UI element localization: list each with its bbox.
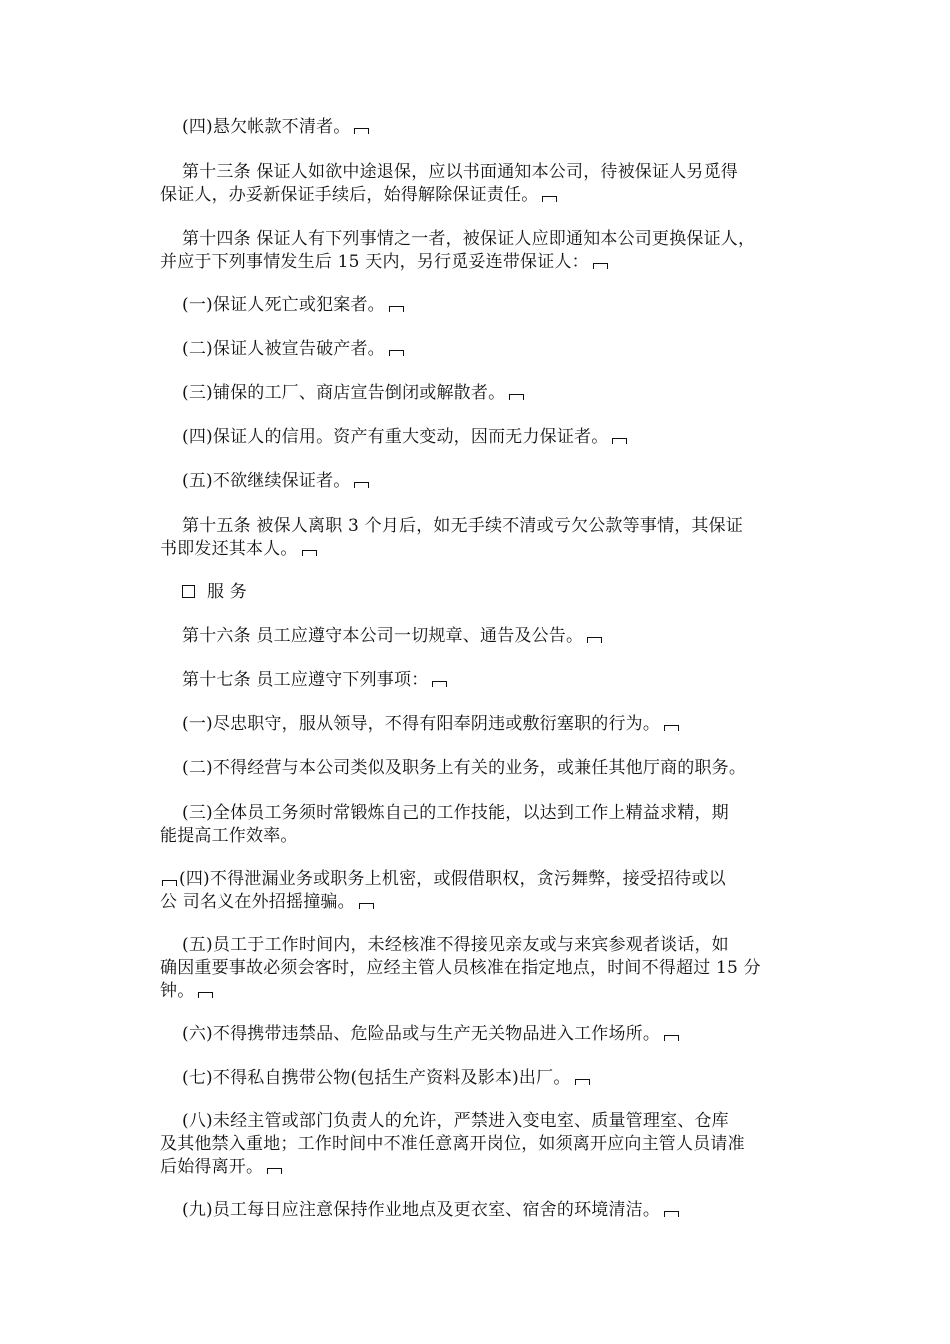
paragraph-duty-2 [182, 757, 822, 780]
return-mark-icon [593, 263, 608, 269]
paragraph-text: (七)不得私自携带公物(包括生产资料及影本)出厂。 [182, 1068, 571, 1088]
paragraph-text: (三)铺保的工厂、商店宣告倒闭或解散者。 [182, 383, 506, 403]
return-mark-icon [664, 725, 679, 731]
return-mark-icon [359, 903, 374, 909]
paragraph-text: (四)悬欠帐款不清者。 [182, 117, 351, 137]
paragraph-duty-3 [160, 802, 822, 848]
paragraph-article-15 [160, 515, 822, 561]
return-mark-icon [664, 1035, 679, 1041]
paragraph-text: 第十四条 保证人有下列事情之一者，被保证人应即通知本公司更换保证人， [182, 229, 756, 249]
section-heading-text: 服 务 [207, 582, 248, 602]
paragraph-text-cont: 及其他禁入重地；工作时间中不准任意离开岗位，如须离开应向主管人员请准 [160, 1134, 745, 1154]
paragraph-text: (一)保证人死亡或犯案者。 [182, 295, 385, 315]
paragraph-article-17 [182, 669, 822, 692]
paragraph-text-cont: 书即发还其本人。 [160, 539, 298, 559]
paragraph-text-cont: 钟。 [160, 981, 195, 1001]
return-mark-icon [354, 482, 369, 488]
paragraph-text: (三)全体员工务须时常锻炼自己的工作技能，以达到工作上精益求精，期 [182, 803, 729, 823]
paragraph-text-cont: 保证人，办妥新保证手续后，始得解除保证责任。 [160, 185, 539, 205]
paragraph-text: (二)保证人被宣告破产者。 [182, 339, 385, 359]
paragraph-text-cont: 后始得离开。 [160, 1157, 264, 1177]
return-mark-icon [575, 1079, 590, 1085]
return-mark-icon [432, 681, 447, 687]
paragraph-text: (四)不得泄漏业务或职务上机密，或假借职权，贪污舞弊，接受招待或以 [179, 869, 726, 889]
paragraph-text: (五)不欲继续保证者。 [182, 471, 351, 491]
paragraph-text: 第十七条 员工应遵守下列事项： [182, 670, 429, 690]
paragraph-article-14 [160, 228, 822, 274]
section-heading-service [182, 581, 822, 604]
paragraph-text-cont: 能提高工作效率。 [160, 826, 298, 846]
return-mark-icon [509, 394, 524, 400]
paragraph-item-4-arrears [182, 116, 822, 139]
return-mark-icon [198, 992, 213, 998]
paragraph-text: (二)不得经营与本公司类似及职务上有关的业务，或兼任其他厅商的职务。 [182, 758, 747, 778]
paragraph-item-3-shop [182, 382, 822, 405]
paragraph-text: (四)保证人的信用。资产有重大变动，因而无力保证者。 [182, 427, 609, 447]
paragraph-article-16 [182, 625, 822, 648]
return-mark-icon [162, 880, 177, 886]
paragraph-text-cont: 公 司名义在外招摇撞骗。 [160, 892, 355, 912]
return-mark-icon [302, 550, 317, 556]
return-mark-icon [389, 306, 404, 312]
paragraph-text: (六)不得携带违禁品、危险品或与生产无关物品进入工作场所。 [182, 1024, 661, 1044]
paragraph-text-cont: 确因重要事故必须会客时，应经主管人员核准在指定地点，时间不得超过 15 分 [160, 958, 761, 978]
paragraph-duty-8 [160, 1110, 822, 1179]
paragraph-text: (九)员工每日应注意保持作业地点及更衣室、宿舍的环境清洁。 [182, 1200, 661, 1220]
return-mark-icon [587, 637, 602, 643]
paragraph-text: 第十三条 保证人如欲中途退保，应以书面通知本公司，待被保证人另觅得 [182, 162, 739, 182]
paragraph-text: 第十五条 被保人离职 3 个月后，如无手续不清或亏欠公款等事情，其保证 [182, 516, 744, 536]
return-mark-icon [542, 196, 557, 202]
return-mark-icon [612, 438, 627, 444]
paragraph-item-2-bankrupt [182, 338, 822, 361]
paragraph-duty-9 [182, 1199, 822, 1222]
paragraph-text-cont: 并应于下列事情发生后 15 天内，另行觅妥连带保证人： [160, 252, 589, 272]
checkbox-square-icon [182, 585, 195, 598]
paragraph-duty-7 [182, 1067, 822, 1090]
return-mark-icon [389, 350, 404, 356]
paragraph-text: (一)尽忠职守，服从领导，不得有阳奉阴违或敷衍塞职的行为。 [182, 714, 661, 734]
return-mark-icon [267, 1168, 282, 1174]
paragraph-duty-1 [182, 713, 822, 736]
paragraph-item-5-unwilling [182, 470, 822, 493]
paragraph-text: 第十六条 员工应遵守本公司一切规章、通告及公告。 [182, 626, 584, 646]
paragraph-duty-4 [160, 868, 822, 914]
paragraph-item-4-credit [182, 426, 822, 449]
paragraph-text: (五)员工于工作时间内，未经核准不得接见亲友或与来宾参观者谈话，如 [182, 935, 729, 955]
paragraph-duty-5 [160, 934, 822, 1003]
paragraph-article-13 [160, 161, 822, 207]
return-mark-icon [354, 128, 369, 134]
paragraph-duty-6 [182, 1023, 822, 1046]
return-mark-icon [664, 1211, 679, 1217]
paragraph-text: (八)未经主管或部门负责人的允许，严禁进入变电室、质量管理室、仓库 [182, 1111, 729, 1131]
paragraph-item-1-death [182, 294, 822, 317]
